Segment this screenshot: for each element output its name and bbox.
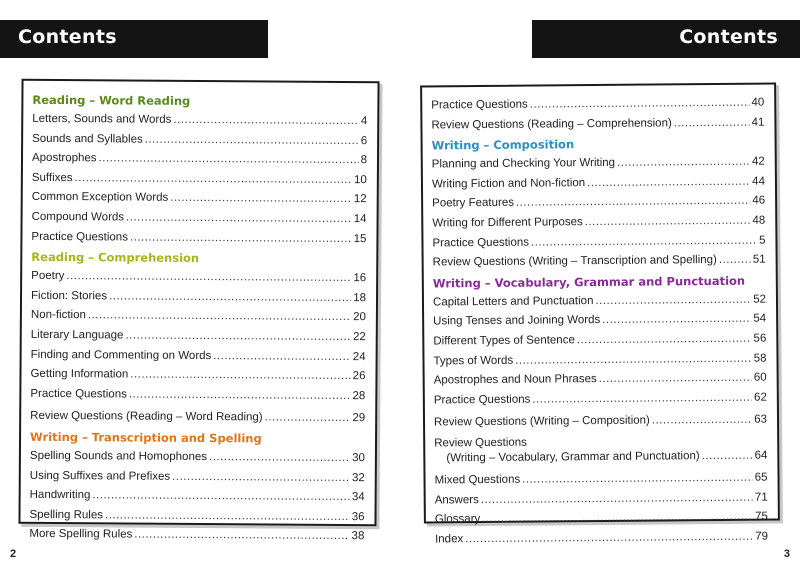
dot-leader (134, 526, 349, 547)
page-number-right: 3 (783, 548, 790, 560)
dot-leader (99, 149, 359, 170)
entry-page-number: 6 (360, 134, 368, 147)
entry-page-number: 51 (752, 253, 766, 266)
entry-title: Letters, Sounds and Words (32, 112, 172, 126)
entry-title: More Spelling Rules (29, 528, 133, 541)
entry-page-number: 46 (752, 194, 766, 208)
dot-leader (595, 290, 751, 311)
right-toc-list (431, 94, 768, 550)
entry-title: Poetry Features (432, 197, 515, 210)
entry-title: Apostrophes and Noun Phrases (433, 373, 597, 387)
entry-page-number: 52 (753, 293, 767, 306)
entry-page-number: 56 (753, 332, 767, 345)
entry-title: Review Questions (Writing – Composition) (433, 414, 650, 429)
dot-leader (170, 189, 352, 210)
entry-title: Review Questions (434, 436, 527, 450)
toc-entry[interactable] (434, 430, 767, 471)
dot-leader (129, 385, 351, 406)
section-heading: Reading – Word Reading (32, 92, 191, 108)
entry-title: Glossary (434, 513, 481, 526)
dot-leader (213, 347, 351, 368)
entry-title: Getting Information (30, 367, 129, 381)
entry-title: Finding and Commenting on Words (30, 348, 212, 362)
dot-leader (602, 310, 751, 331)
toc-entry[interactable] (433, 251, 766, 273)
entry-subtitle: (Writing – Vocabulary, Grammar and Punctuation) (446, 450, 700, 465)
toc-entry[interactable] (431, 113, 764, 135)
toc-entry[interactable] (32, 110, 367, 132)
dot-leader (109, 287, 351, 308)
entry-title: Compound Words (31, 210, 125, 224)
entry-title: Writing for Different Purposes (432, 216, 583, 230)
entry-title: Mixed Questions (434, 473, 521, 487)
left-banner-title: Contents (18, 26, 117, 48)
entry-page-number: 40 (751, 96, 765, 109)
entry-page-number: 71 (754, 491, 768, 504)
entry-title: Different Types of Sentence (433, 334, 575, 348)
entry-title: Practice Questions (30, 387, 127, 401)
entry-title: Using Tenses and Joining Words (433, 314, 601, 328)
right-banner-title: Contents (679, 26, 778, 48)
entry-title: Non-fiction (30, 309, 86, 322)
entry-page-number: 14 (353, 213, 367, 226)
entry-page-number: 16 (353, 272, 367, 285)
dot-leader (516, 192, 751, 214)
dot-leader (173, 111, 359, 132)
entry-title: Sounds and Syllables (32, 132, 143, 146)
entry-page-number: 26 (352, 370, 366, 383)
dot-leader (617, 153, 750, 174)
entry-page-number: 34 (351, 491, 365, 504)
entry-page-number: 75 (755, 510, 768, 523)
toc-entry[interactable] (30, 447, 365, 469)
dot-leader (531, 231, 757, 253)
dot-leader (88, 307, 351, 328)
entry-title: Index (435, 532, 464, 546)
entry-page-number: 10 (354, 173, 367, 186)
entry-title: Practice Questions (433, 393, 531, 407)
entry-page-number: 79 (755, 530, 769, 543)
entry-title: Answers (434, 493, 479, 506)
entry-page-number: 30 (352, 451, 365, 465)
dot-leader (465, 527, 753, 549)
left-contents-panel (18, 79, 379, 543)
toc-entry[interactable] (31, 326, 366, 348)
entry-page-number: 63 (754, 413, 768, 426)
dot-leader (145, 130, 359, 151)
entry-title: Spelling Rules (29, 508, 104, 522)
entry-title: Planning and Checking Your Writing (431, 157, 616, 171)
entry-page-number: 8 (360, 154, 368, 167)
entry-title: Spelling Sounds and Homophones (29, 449, 208, 463)
dot-leader (125, 326, 351, 347)
entry-page-number: 28 (352, 389, 366, 402)
entry-page-number: 5 (758, 234, 766, 247)
entry-title: Practice Questions (431, 98, 528, 112)
toc-entry[interactable] (32, 129, 367, 151)
dot-leader (209, 448, 350, 469)
entry-page-number: 41 (751, 116, 765, 129)
entry-page-number: 18 (353, 291, 367, 304)
toc-entry[interactable] (32, 149, 367, 171)
dot-leader (599, 369, 752, 390)
entry-title: Review Questions (Writing – Transcription and Spelling) (432, 254, 717, 269)
toc-entry[interactable] (31, 306, 366, 328)
toc-entry[interactable] (32, 169, 367, 191)
entry-page-number: 64 (754, 449, 768, 462)
section-heading: Reading – Comprehension (31, 249, 200, 266)
dot-leader (719, 251, 751, 271)
entry-page-number: 58 (753, 352, 767, 365)
toc-entry[interactable] (29, 525, 364, 547)
dot-leader (172, 467, 350, 488)
toc-entry[interactable] (30, 365, 365, 387)
entry-page-number: 24 (352, 350, 366, 363)
dot-leader (532, 388, 752, 410)
entry-page-number: 48 (752, 214, 766, 227)
entry-title: Apostrophes (31, 152, 97, 165)
toc-entry[interactable] (30, 466, 365, 488)
dot-leader (92, 486, 350, 507)
entry-title: Capital Letters and Punctuation (432, 294, 594, 309)
entry-title: Literary Language (30, 328, 124, 342)
entry-title: Using Suffixes and Prefixes (29, 469, 171, 483)
toc-entry[interactable] (31, 345, 366, 367)
toc-entry[interactable] (30, 407, 365, 429)
entry-page-number: 62 (753, 391, 767, 404)
entry-page-number: 54 (753, 312, 767, 326)
entry-title: Common Exception Words (31, 191, 169, 205)
toc-entry[interactable] (32, 208, 367, 230)
entry-title: Practice Questions (432, 236, 530, 250)
left-toc-list (29, 90, 367, 547)
entry-page-number: 4 (360, 115, 368, 128)
dot-leader (74, 169, 352, 191)
dot-leader (522, 469, 753, 491)
entry-page-number: 65 (754, 471, 768, 484)
toc-entry[interactable] (434, 388, 767, 410)
dot-leader (585, 212, 751, 233)
entry-page-number: 32 (351, 471, 365, 484)
left-contents-banner (0, 20, 268, 58)
dot-leader (515, 349, 752, 371)
dot-leader (126, 208, 352, 229)
toc-entry[interactable] (30, 385, 365, 407)
toc-entry[interactable] (434, 411, 767, 433)
toc-entry[interactable] (29, 506, 364, 528)
section-heading: Writing – Composition (431, 137, 575, 153)
entry-page-number: 42 (751, 155, 765, 168)
right-contents-banner (532, 20, 800, 58)
dot-leader (587, 172, 750, 193)
dot-leader (530, 94, 750, 116)
dot-leader (481, 488, 753, 510)
section-heading: Writing – Vocabulary, Grammar and Punctuation (432, 273, 746, 291)
right-contents-panel (420, 82, 780, 546)
toc-entry[interactable] (31, 267, 366, 289)
entry-page-number: 60 (753, 371, 767, 384)
entry-page-number: 29 (352, 412, 366, 425)
page-number-left: 2 (10, 548, 17, 560)
entry-title: Writing Fiction and Non-fiction (431, 176, 586, 191)
entry-title: Practice Questions (31, 230, 129, 244)
entry-title: Poetry (31, 269, 65, 283)
toc-entry[interactable] (32, 188, 367, 210)
dot-leader (652, 411, 753, 431)
entry-page-number: 15 (353, 232, 367, 245)
dot-leader (130, 366, 351, 387)
entry-page-number: 22 (352, 331, 366, 344)
dot-leader (265, 409, 351, 429)
toc-entry[interactable] (30, 486, 365, 508)
entry-title-continued (434, 448, 767, 466)
dot-leader (482, 508, 753, 530)
toc-entry[interactable] (31, 227, 366, 249)
entry-page-number: 38 (351, 530, 365, 543)
dot-leader (105, 506, 350, 527)
dot-leader (66, 267, 351, 289)
entry-title: Handwriting (29, 488, 91, 502)
toc-entry[interactable] (31, 287, 366, 309)
dot-leader (702, 449, 753, 464)
dot-leader (130, 228, 352, 249)
entry-title: Review Questions (Reading – Comprehension) (431, 116, 672, 132)
entry-page-number: 36 (351, 510, 365, 523)
entry-title: Suffixes (31, 171, 73, 184)
entry-page-number: 44 (752, 175, 765, 188)
entry-title: Fiction: Stories (31, 289, 108, 303)
entry-title: Review Questions (Reading – Word Reading) (30, 410, 263, 424)
toc-entry[interactable] (435, 527, 768, 549)
section-heading: Writing – Transcription and Spelling (30, 429, 262, 446)
entry-page-number: 12 (353, 193, 367, 206)
entry-page-number: 20 (353, 311, 366, 324)
dot-leader (577, 330, 752, 351)
dot-leader (674, 113, 750, 133)
entry-title: Types of Words (433, 354, 514, 367)
